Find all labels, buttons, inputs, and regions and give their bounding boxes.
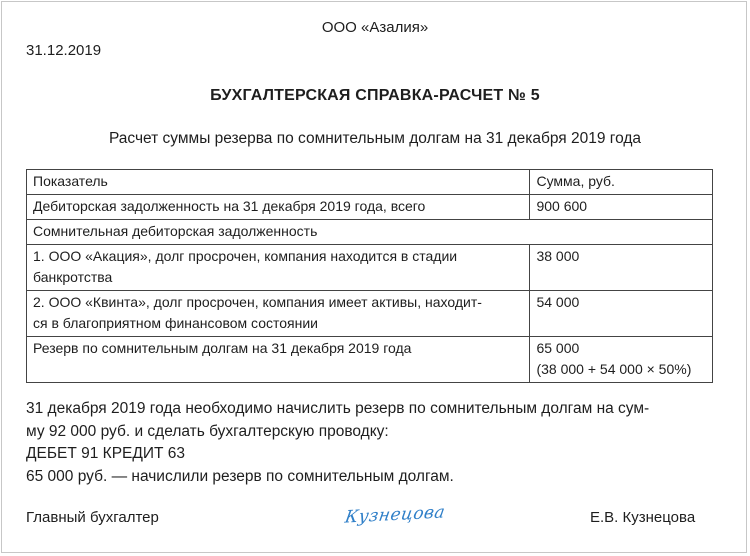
section-title: Сомнительная дебиторская задолженность (27, 220, 713, 245)
row-amount: 54 000 (530, 291, 713, 337)
body-text-line: му 92 000 руб. и сделать бухгалтерскую проводку: (26, 422, 389, 440)
company-name: ООО «Азалия» (321, 19, 429, 36)
column-header-indicator: Показатель (27, 170, 530, 195)
document-title: БУХГАЛТЕРСКАЯ СПРАВКА-РАСЧЕТ № 5 (210, 87, 540, 104)
row-amount: 900 600 (530, 195, 713, 220)
row-indicator-line: 2. ООО «Квинта», долг просрочен, компания имеет активы, находит- (33, 294, 482, 310)
table-total-row (27, 337, 713, 383)
row-amount (530, 337, 713, 383)
signer-position: Главный бухгалтер (26, 509, 159, 526)
row-indicator (27, 291, 530, 337)
handwritten-signature: Кузнецова (343, 502, 447, 528)
row-indicator (27, 245, 530, 291)
table-row (27, 195, 713, 220)
body-text (26, 398, 726, 488)
reserve-calculation-table (26, 169, 713, 383)
document-subtitle: Расчет суммы резерва по сомнительным долгам на 31 декабря 2019 года (108, 130, 642, 147)
total-amount: 65 000 (536, 340, 580, 356)
table-row (27, 245, 713, 291)
row-indicator-line: ся в благоприятном финансовом состоянии (33, 315, 318, 331)
document-date: 31.12.2019 (26, 42, 102, 59)
body-text-line: 65 000 руб. — начислили резерв по сомнительным долгам. (26, 467, 454, 485)
accounting-entry: ДЕБЕТ 91 КРЕДИТ 63 (26, 445, 186, 462)
row-indicator-line: 1. ООО «Акация», долг просрочен, компания находится в стадии (33, 248, 458, 264)
row-indicator: Дебиторская задолженность на 31 декабря 2019 года, всего (27, 195, 530, 220)
column-header-amount: Сумма, руб. (530, 170, 713, 195)
row-amount: 38 000 (530, 245, 713, 291)
total-amount-formula: (38 000 + 54 000 × 50%) (536, 361, 692, 377)
signer-name: Е.В. Кузнецова (590, 509, 696, 526)
row-indicator: Резерв по сомнительным долгам на 31 декабря 2019 года (27, 337, 530, 383)
table-header-row (27, 170, 713, 195)
table-section-row (27, 220, 713, 245)
row-indicator-line: банкротства (33, 269, 113, 285)
table-row (27, 291, 713, 337)
body-text-line: 31 декабря 2019 года необходимо начислить резерв по сомнительным долгам на сум- (26, 400, 650, 417)
